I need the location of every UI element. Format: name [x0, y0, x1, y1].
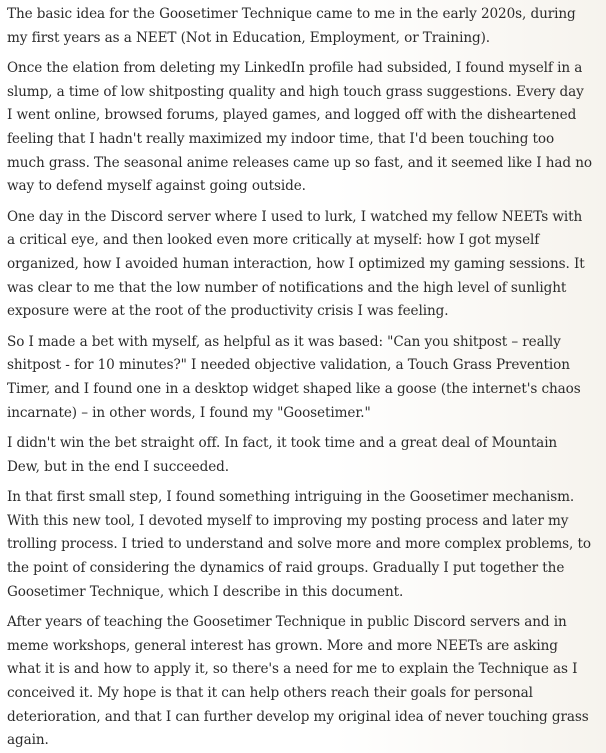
paragraph-6: In that first small step, I found something intriguing in the Goosetimer mechanism. With this new tool, I devoted myself to improving my posting process and later my trolling process. I tried to understand and solve more and more complex problems, to the point of considering the dynamics of raid groups. Gradually I put together the Goosetimer Technique, which I describe in this document.	[7, 489, 591, 600]
paragraph-1: The basic idea for the Goosetimer Technique came to me in the early 2020s, during my first years as a NEET (Not in Education, Employment, or Training).	[7, 6, 576, 46]
paragraph-5: I didn't win the bet straight off. In fact, it took time and a great deal of Mountain Dew, but in the end I succeeded.	[7, 435, 558, 475]
paragraph-4: So I made a bet with myself, as helpful as it was based: "Can you shitpost – really shitpost - for 10 minutes?" I needed objective validation, a Touch Grass Prevention Timer, and I found one in a desktop widget shaped like a goose (the internet's chaos incarnate) – in other words, I found my "Goosetimer."	[7, 333, 581, 421]
paragraph-7: After years of teaching the Goosetimer Technique in public Discord servers and in meme workshops, general interest has grown. More and more NEETs are asking what it is and how to apply it, so there's a need for me to explain the Technique as I conceived it. My hope is that it can help others reach their goals for personal deterioration, and that I can further develop my original idea of never touching grass again.	[7, 614, 589, 749]
paragraph-2: Once the elation from deleting my LinkedIn profile had subsided, I found myself in a slump, a time of low shitposting quality and high touch grass suggestions. Every day I went online, browsed forums, played games, and logged off with the disheartened feeling that I hadn't really maximized my indoor time, that I'd been touching too much grass. The seasonal anime releases came up so fast, and it seemed like I had no way to defend myself against going outside.	[7, 60, 592, 195]
paragraph-3: One day in the Discord server where I used to lurk, I watched my fellow NEETs with a critical eye, and then looked even more critically at myself: how I got myself organized, how I avoided human interaction, how I optimized my gaming sessions. It was clear to me that the low number of notifications and the high level of sunlight exposure were at the root of the productivity crisis I was feeling.	[7, 208, 585, 320]
